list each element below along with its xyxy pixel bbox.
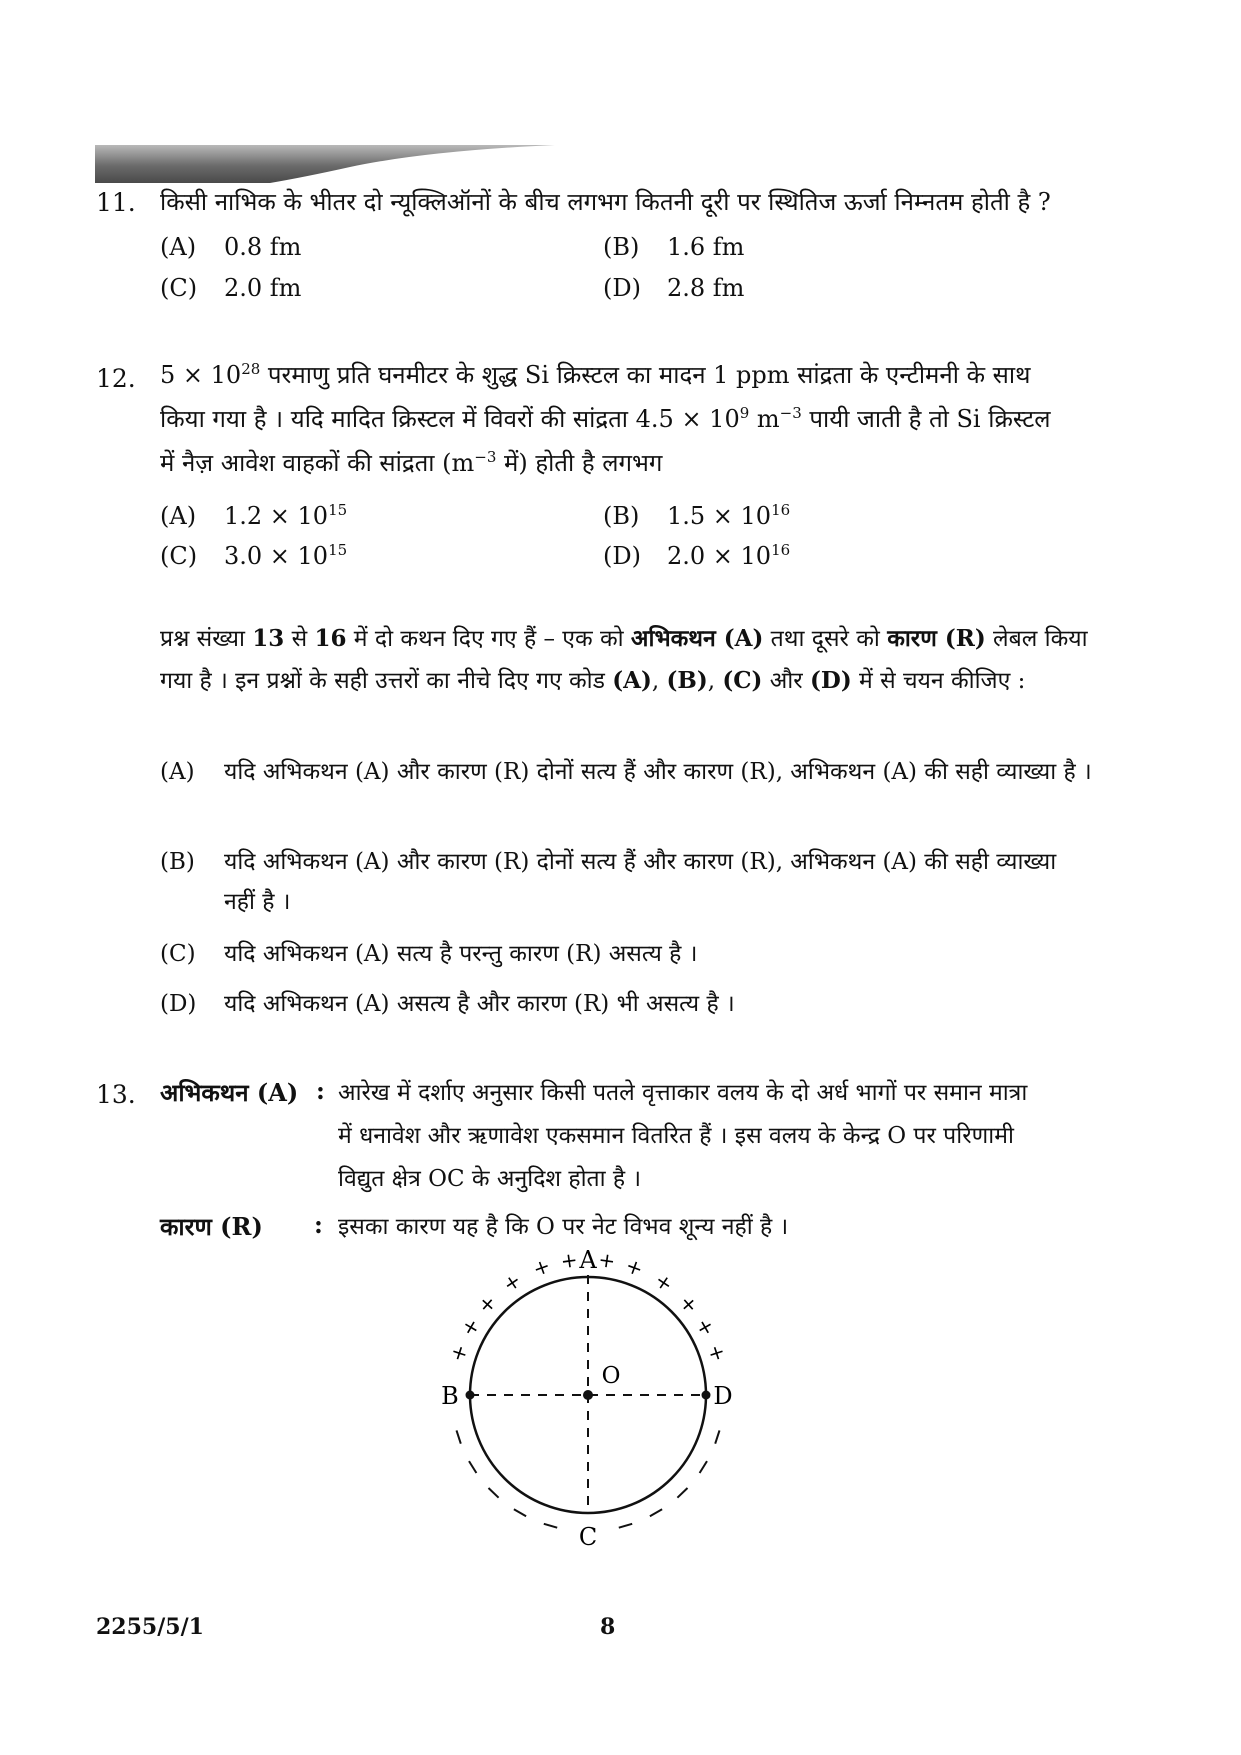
option-label: (D): [603, 274, 641, 302]
code-label: (B): [160, 849, 195, 875]
instr-bold: (A): [612, 667, 652, 694]
reason-label: कारण (R): [160, 1212, 263, 1241]
option-value: 2.0 fm: [224, 274, 302, 302]
instructions-paragraph: [160, 618, 1095, 702]
minus-sign: [677, 1488, 687, 1498]
instr-bold: 16: [314, 625, 347, 652]
q12-option-b: [603, 502, 790, 530]
q12-exponent: 28: [241, 360, 261, 378]
q12-exponent: −3: [779, 404, 802, 422]
option-value: 2.0 × 10: [667, 542, 772, 570]
code-option-c: [160, 934, 1095, 974]
page-number: 8: [600, 1614, 616, 1640]
assertion-label: अभिकथन (A): [160, 1078, 299, 1107]
plus-sign: +: [703, 1341, 732, 1365]
paper-code: 2255/5/1: [96, 1614, 204, 1640]
option-label: (D): [603, 542, 641, 570]
instr-bold: (B): [666, 667, 708, 694]
instr-bold: कारण (R): [887, 625, 986, 652]
option-label: (B): [603, 233, 640, 261]
label-c: C: [578, 1523, 598, 1551]
q12-text: में नैज़ आवेश वाहकों की सांद्रता (m: [160, 449, 475, 477]
label-b: B: [441, 1382, 459, 1410]
instr-text: ,: [651, 668, 667, 694]
option-value: 3.0 × 10: [224, 542, 329, 570]
label-d: D: [713, 1382, 733, 1410]
option-exponent: 16: [771, 501, 791, 519]
code-label: (D): [160, 991, 197, 1017]
label-o: O: [601, 1363, 621, 1389]
code-option-a: [160, 752, 1095, 834]
option-label: (A): [160, 233, 197, 261]
minus-sign: [469, 1461, 476, 1473]
q12-line2: [160, 397, 1100, 441]
q12-number: 12.: [96, 364, 136, 393]
code-text: यदि अभिकथन (A) असत्य है और कारण (R) भी असत्य है ।: [224, 991, 735, 1017]
instr-text: में दो कथन दिए गए हैं – एक को: [346, 626, 631, 652]
instr-bold: (D): [810, 667, 852, 694]
q12-text: पायी जाती है तो Si क्रिस्टल: [801, 405, 1051, 433]
instr-text: तथा दूसरे को: [763, 626, 888, 652]
minus-sign: [650, 1509, 662, 1516]
option-value: 1.5 × 10: [667, 502, 772, 530]
minus-sign: [514, 1509, 526, 1516]
plus-sign: +: [622, 1253, 647, 1282]
instr-bold: (C): [722, 667, 763, 694]
instr-text: ,: [707, 668, 723, 694]
assertion-line3: विद्युत क्षेत्र OC के अनुदिश होता है ।: [338, 1166, 642, 1192]
instr-text: लेबल किया गया है । इन प्रश्नों के सही उत्तरों का नीचे दिए गए कोड: [160, 626, 1088, 694]
label-a: A: [579, 1246, 597, 1274]
plus-sign: +: [691, 1313, 721, 1341]
code-option-d: [160, 984, 1095, 1024]
center-point: [583, 1390, 593, 1400]
header-bar: [95, 145, 555, 183]
q12-text: में) होती है लगभग: [496, 449, 663, 477]
point-d: [702, 1391, 711, 1400]
plus-sign: +: [596, 1247, 617, 1274]
minus-sign: [544, 1524, 557, 1528]
plus-sign: +: [472, 1289, 502, 1319]
q13-number: 13.: [96, 1080, 136, 1109]
q12-text: m: [749, 405, 780, 433]
plus-sign: +: [498, 1267, 526, 1297]
code-text: यदि अभिकथन (A) और कारण (R) दोनों सत्य हैं और कारण (R), अभिकथन (A) की सही व्याख्या है ।: [224, 759, 1092, 785]
q12-option-a: [160, 502, 347, 530]
q11-option-d: [603, 274, 744, 302]
q12-exponent: −3: [474, 448, 497, 466]
option-value: 0.8 fm: [224, 233, 302, 261]
minus-sign: [715, 1430, 719, 1443]
q12-text: परमाणु प्रति घनमीटर के शुद्ध Si क्रिस्टल का मादन 1 ppm सांद्रता के एन्टीमनी के साथ: [260, 361, 1031, 389]
option-label: (C): [160, 274, 198, 302]
instr-bold: 13: [252, 625, 285, 652]
q12-text: 5 × 10: [160, 361, 242, 389]
code-text: यदि अभिकथन (A) सत्य है परन्तु कारण (R) असत्य है ।: [224, 941, 698, 967]
q12-option-c: [160, 542, 347, 570]
option-exponent: 16: [771, 541, 791, 559]
instr-text: से: [284, 626, 315, 652]
q12-exponent: 9: [739, 404, 750, 422]
q11-option-c: [160, 274, 301, 302]
q12-line3: [160, 441, 1100, 485]
plus-sign: +: [529, 1253, 554, 1282]
option-label: (A): [160, 502, 197, 530]
reason-text: इसका कारण यह है कि O पर नेट विभव शून्य नहीं है ।: [338, 1214, 789, 1240]
code-label: (C): [160, 941, 196, 967]
code-option-b: [160, 842, 1095, 924]
assertion-line1: आरेख में दर्शाए अनुसार किसी पतले वृत्ताकार वलय के दो अर्ध भागों पर समान मात्रा: [338, 1080, 1028, 1106]
minus-sign: [489, 1488, 499, 1498]
option-label: (B): [603, 502, 640, 530]
q11-number: 11.: [96, 188, 136, 217]
instr-text: में से चयन कीजिए :: [851, 668, 1026, 694]
plus-sign: +: [559, 1247, 580, 1274]
instr-bold: अभिकथन (A): [630, 625, 764, 652]
q11-option-a: [160, 233, 301, 261]
plus-sign: +: [455, 1313, 485, 1341]
option-label: (C): [160, 542, 198, 570]
assertion-colon: :: [316, 1076, 325, 1105]
minus-sign: [457, 1430, 461, 1443]
option-value: 2.8 fm: [667, 274, 745, 302]
instr-text: और: [762, 668, 810, 694]
option-exponent: 15: [328, 501, 348, 519]
q11-option-b: [603, 233, 744, 261]
code-label: (A): [160, 759, 195, 785]
option-value: 1.2 × 10: [224, 502, 329, 530]
minus-sign: [619, 1524, 632, 1528]
plus-sign: +: [674, 1289, 704, 1319]
code-text: यदि अभिकथन (A) और कारण (R) दोनों सत्य हैं और कारण (R), अभिकथन (A) की सही व्याख्या नहीं है ।: [224, 849, 1057, 915]
point-b: [466, 1391, 475, 1400]
minus-sign: [700, 1461, 707, 1473]
instr-text: प्रश्न संख्या: [160, 626, 253, 652]
reason-colon: :: [314, 1210, 323, 1239]
q12-text: किया गया है । यदि मादित क्रिस्टल में विवरों की सांद्रता 4.5 × 10: [160, 405, 740, 433]
ring-diagram: [420, 1245, 760, 1565]
plus-sign: +: [650, 1267, 678, 1297]
q12-line1: [160, 353, 1100, 397]
q11-text: किसी नाभिक के भीतर दो न्यूक्लिऑनों के बीच लगभग कितनी दूरी पर स्थितिज ऊर्जा निम्नतम होती है ?: [160, 188, 1051, 216]
option-exponent: 15: [328, 541, 348, 559]
option-value: 1.6 fm: [667, 233, 745, 261]
assertion-line2: में धनावेश और ऋणावेश एकसमान वितरित हैं । इस वलय के केन्द्र O पर परिणामी: [338, 1123, 1014, 1149]
plus-sign: +: [444, 1341, 473, 1365]
q12-option-d: [603, 542, 790, 570]
